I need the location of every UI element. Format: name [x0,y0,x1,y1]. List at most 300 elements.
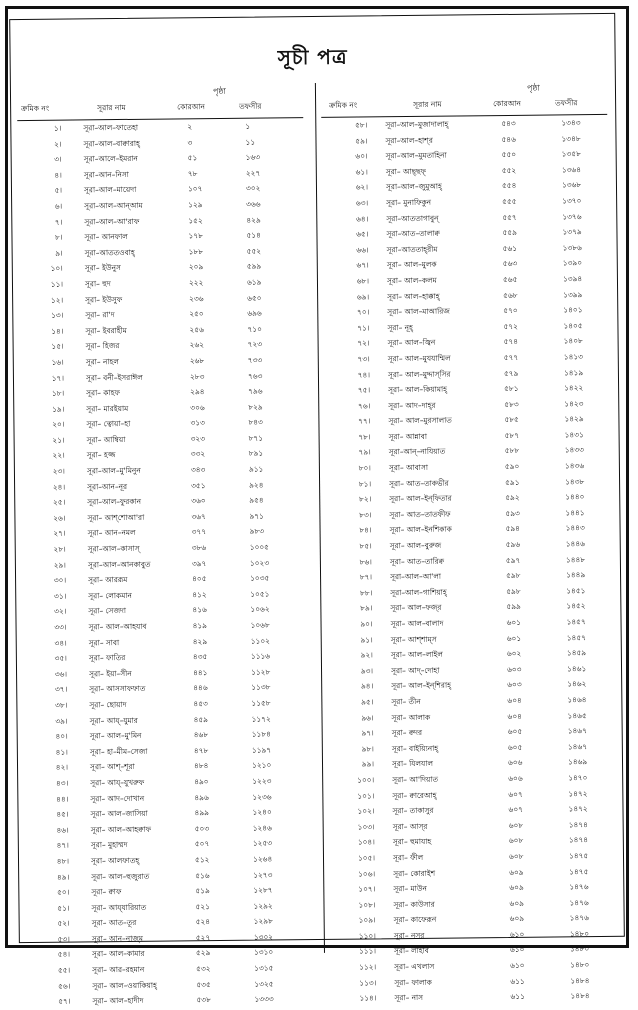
tafsir-page: ১৪৬৫ [567,710,587,720]
serial-number: ৩। [54,154,62,164]
tafsir-page: ৮৯১ [248,449,264,459]
surah-name: সূরা– সাবা [88,637,120,647]
serial-number: ৪৭। [56,840,69,851]
tafsir-page: ১৪৩১ [564,430,584,440]
serial-number: ৯৪। [360,681,374,691]
surah-name: সূরা– আল–হাদীদ [92,996,144,1006]
serial-number: ৭৫। [357,385,371,395]
serial-number: ১। [53,123,62,133]
surah-name: সূরা– আল–মুলক [386,260,437,270]
tafsir-page: ১৪৬৯ [567,757,588,767]
serial-number: ৭২। [357,338,370,348]
serial-number: ৮৭। [359,572,373,582]
surah-name: সূরা– আল–কিয়ামাহ্ [388,384,448,395]
tafsir-page: ১৪৭৫ [568,851,589,861]
surah-name: সূরা– আল–মুযযাম্মিল [387,353,451,364]
tafsir-page: ১১ [245,137,256,147]
tafsir-page: ১৪২২ [564,383,584,393]
serial-number: ১০২। [357,806,375,816]
surah-name: সূরা– ছোয়াদ [89,699,127,710]
tafsir-page: ৪২৯ [246,215,261,225]
tafsir-page: ১৪৮০ [570,960,590,970]
tafsir-page: ১৪৪১ [565,508,585,518]
surah-name: সূরা– সেজদা [88,606,127,616]
quran-page: ৬১১ [510,976,525,986]
tafsir-page: ১১০২ [250,636,270,646]
serial-number: ৮৯। [360,603,373,613]
index-row [26,991,312,1010]
tafsir-page: ১১১৬ [250,651,271,661]
tafsir-page: ১৪১৯ [563,367,584,377]
surah-name: সূরা– ফীল [392,852,424,863]
tafsir-page: ১৪৭৬ [569,913,589,923]
tafsir-page: ১৪৬১ [566,663,587,674]
quran-page: ৫৫৫ [502,196,517,206]
quran-page: ৬০৭ [508,804,523,815]
quran-page: ২৮৩ [189,371,205,381]
tafsir-page: ১৪০৫ [563,320,583,331]
quran-page: ৫৯০ [504,461,520,472]
tafsir-page: ১৪৬৭ [567,741,588,752]
surah-name: সূরা– আল–বুরুজ [389,540,442,551]
surah-name: সূরা– আল–জাসিয়া [90,808,148,819]
quran-page: ৪৫৯ [193,714,208,724]
quran-page: ৫৫৪ [501,181,517,191]
quran-page: ৫৫২ [501,165,517,175]
quran-page: ৫৭০ [503,305,518,316]
serial-number: ২০। [52,419,65,430]
surah-name: সূরা–আন–নিসা [83,169,129,180]
serial-number: ১০১। [357,790,375,801]
quran-page: ৬০৪ [507,695,522,705]
surah-name: সূরা– আদ্‌–দোহা [390,665,440,675]
tafsir-page: ১২৭৩ [253,869,273,880]
surah-name: সূরা– আল–মুরসালাত [388,415,452,426]
quran-page: ৫৬১ [502,243,518,253]
quran-page: ৫৯৮ [506,586,521,596]
serial-number: ৩২। [54,607,67,617]
serial-number: ৪৯। [56,872,70,882]
tafsir-page: ১০৫১ [250,589,270,599]
surah-name: সূরা– আল–হাক্কাহ্ [387,291,440,301]
tafsir-page: ৬১৯ [246,277,262,287]
surah-name: সূরা– নাহল [85,356,119,367]
quran-page: ৬০৮ [508,836,524,846]
quran-page: ৫৩২ [196,964,211,974]
quran-page: ৬০১ [506,617,522,627]
quran-page: ৫২১ [195,901,210,911]
tafsir-page: ১০৬৮ [250,620,270,630]
surah-name: সূরা–আত–তালাক্ব [386,228,440,239]
tafsir-page: ১৪৪৯ [566,570,586,580]
tafsir-page: ১৪৬৪ [567,695,587,705]
surah-name: সূরা– ক্বারেআহ্ [392,790,437,800]
serial-number: ৪৮। [56,856,70,866]
surah-name: সূরা– আছ্‌ছফ্‌ [385,166,426,177]
tafsir-page: ১৩৯৯ [563,289,583,299]
surah-name: সূরা– কোরাইশ [393,868,436,878]
serial-number: ১৯। [52,404,65,414]
surah-name: সূরা–আল–মু'মিনুন [86,465,141,476]
serial-number: ৫০। [57,887,70,897]
surah-name: সূরা– ইউনুস [84,263,121,273]
serial-number: ৮২। [358,494,372,504]
serial-number: ৭৮। [358,432,371,442]
tafsir-page: ১২৬৪ [252,854,273,864]
serial-number: ৮১। [358,479,372,489]
tafsir-page: ১৩৯৪ [562,274,583,284]
serial-number: ৫৪। [57,950,71,960]
tafsir-page: ১২৩৬ [252,791,272,802]
index-column-left [17,81,313,1010]
serial-number: ৮৪। [359,525,372,535]
tafsir-page: ১৪৩৬ [564,461,585,471]
quran-page: ৩২৩ [190,434,206,444]
serial-number: ১৮। [51,388,65,398]
serial-number: ৫৩। [57,934,70,944]
serial-number: ৩৫। [54,653,67,663]
serial-number: ৬৭। [356,260,369,270]
serial-number: ৭৭। [358,416,371,426]
serial-number: ৫। [54,185,63,196]
tafsir-page: ১৪২৯ [564,414,584,424]
surah-name: সূরা–আল–গাশিয়াহ্ [390,587,447,598]
tafsir-page: ৩০২ [245,183,261,194]
surah-name: সূরা– রা'দ [85,310,115,320]
tafsir-page: ১১৩৮ [251,682,271,693]
serial-number: ৯৩। [360,666,374,676]
surah-name: সূরা–আল–আন্‌আম [84,200,143,211]
index-row [330,988,616,1007]
quran-page: ১০৭ [187,184,203,194]
serial-number: ১০৫। [357,853,376,863]
quran-page: ৬০৬ [508,773,523,783]
tafsir-page: ১৪৭২ [568,804,588,814]
serial-number: ৬১। [355,167,368,177]
quran-page: ৬০৮ [508,820,524,830]
quran-page: ৬১০ [510,960,525,971]
surah-name: সূরা– তীন [391,696,421,707]
quran-page: ১৫২ [188,215,203,225]
quran-page: ৫১৬ [195,870,210,880]
surah-name: সূরা– কাউসার [393,899,435,909]
tafsir-page: ২২৭ [245,168,261,178]
serial-number: ৫৯। [355,136,368,146]
quran-page: ৫৭৪ [503,337,519,347]
quran-page: ৬০৩ [506,664,522,674]
tafsir-page: ১২৯২ [253,901,273,911]
surah-name: সূরা– আত–তাকভীর [389,478,449,488]
tafsir-page: ১৪৭৬ [569,882,589,892]
quran-page: ৫৬৮ [503,290,518,300]
surah-name: সূরা– আল–বালাদ [390,618,444,629]
serial-number: ৬২। [355,182,369,192]
surah-name: সূরা– মুনাফিকুন [386,197,432,208]
quran-page: ৫৮৭ [504,430,520,440]
serial-number: ৭৪। [357,369,370,380]
quran-page: ৫১৯ [195,886,210,896]
tafsir-page: ৯৮৩ [249,526,265,537]
serial-number: ১০। [50,263,63,274]
tafsir-page: ১০৩৫ [250,573,270,583]
serial-number: ২৫। [52,497,66,507]
surah-name: সূরা– আস্‌র [392,821,428,831]
surah-name: সূরা– লোকমান [88,590,132,601]
quran-page: ৫১২ [194,855,210,865]
quran-page: ৫৭২ [503,321,518,331]
serial-number: ১০৪। [357,837,375,847]
quran-page: ৬০১ [506,633,522,643]
serial-number: ১২। [50,295,64,305]
serial-number: ৫৬। [58,981,71,991]
surah-name: সূরা– আদ–দাহ্‌র [388,400,436,410]
tafsir-page: ১৪৮০ [569,929,590,939]
quran-page: ১৮৮ [188,246,204,257]
surah-name: সূরা– হুমাযাহ [392,837,432,847]
serial-number: ৪১। [55,747,68,757]
serial-number: ৯০। [360,619,373,629]
quran-page: ৬০৯ [509,898,524,908]
serial-number: ৬৯। [356,291,370,302]
tafsir-page: ১১২৮ [251,667,271,677]
surah-name: সূরা– আল–ফজ্‌র [390,603,442,613]
surah-name: সূরা– বাইয়্যিনাহ্ [391,743,439,753]
serial-number: ৮৮। [359,588,373,598]
surah-name: সূরা– আয্‌যারিয়াত [91,902,147,913]
serial-number: ১০৭। [358,884,376,894]
quran-page: ৪১৬ [192,605,207,615]
surah-name: সূরা– হা–মীম–সেজা [89,746,148,757]
serial-number: ৪২। [55,762,69,773]
surah-name: সূরা– হুদ [84,279,111,289]
surah-name: সূরা– নূহ্ [387,322,413,332]
serial-number: ১১০। [358,931,376,941]
tafsir-page: ৮৪৩ [248,417,263,427]
quran-page: ৪৫৩ [193,699,208,709]
serial-number: ৭৯। [358,447,371,458]
tafsir-page: ৯৭১ [249,511,264,521]
tafsir-page: ১৪৭২ [568,788,588,798]
quran-page: ৬০২ [506,649,522,659]
surah-name: সূরা– আন–নাজ্‌ম [91,933,144,944]
serial-number: ৫৮। [355,120,368,130]
column-header-left [17,81,303,121]
page-label: পৃষ্ঠা [212,86,226,97]
quran-page: ৬১০ [509,929,525,939]
tafsir-page: ১২৫৩ [252,838,273,848]
surah-name: সূরা– আল–লাইল [390,649,443,660]
serial-number: ৮৩। [359,510,372,520]
surah-name: সূরা– আল–আহক্বাফ [90,824,152,835]
surah-name: সূরা–আততওবাহ্ [84,247,135,258]
tafsir-page: ১৩২৫ [254,979,274,989]
tafsir-page: ১২৮৭ [253,885,273,895]
quran-page: ৫৮৮ [504,446,520,456]
tafsir-page: ১০২৩ [249,558,270,568]
page-label: পৃষ্ঠা [526,83,540,93]
quran-page: ৫৯৪ [505,524,521,534]
serial-header: ক্রমিক নং [21,103,50,114]
quran-page: ২৫০ [189,309,204,319]
quran-page: ৪৪১ [193,667,208,678]
surah-name: সূরা– আলাক [391,712,431,722]
surah-name: সূরা–আল–ফাতেহা [83,122,139,133]
quran-page: ৪৭৮ [193,745,209,756]
tafsir-page: ১১৭২ [251,714,271,724]
quran-page: ৬০৩ [507,680,522,690]
tafsir-page: ১৪৫৯ [566,648,587,658]
surah-name: সূরা– হিজর [85,341,120,351]
surah-name: সূরা– আর–রহমান [92,964,145,975]
tafsir-page: ১৩৬৪ [561,164,582,175]
serial-number: ৬৪। [356,213,369,224]
tafsir-page: ১৪১৩ [563,352,584,362]
serial-number: ৮৫। [359,541,372,551]
tafsir-page: ৮৭১ [248,433,264,443]
tafsir-page: ১০৬২ [250,604,270,615]
quran-page: ৪৯০ [194,777,209,787]
surah-name: সূরা–আততাহ্‌রীম [386,244,438,254]
quran-page: ৪৯৯ [194,808,209,818]
serial-number: ১৬। [51,357,64,367]
serial-number: ১০৩। [357,822,375,832]
quran-page: ৫০৩ [194,823,210,833]
quran-page: ৪৯৬ [194,792,209,802]
serial-number: ১০৯। [358,915,376,925]
index-rows-right [321,115,616,1007]
serial-number: ৩১। [53,591,67,601]
surah-name: সূরা– ক্বদর [391,728,423,738]
serial-number: ২৪। [52,482,66,492]
tafsir-page: ৫৫২ [246,246,262,256]
tafsir-page: ১৪৮০ [569,944,590,954]
serial-number: ৮০। [358,463,371,473]
surah-name: সূরা– ইয়া–সীন [89,668,132,679]
serial-number: ৪। [54,170,62,180]
serial-number: ৯৫। [361,697,374,707]
tafsir-page: ১৩৭৯ [562,227,582,237]
quran-page: ৩৪৩ [190,465,206,475]
surah-name: সূরা– হজ্জ [86,450,116,460]
tafsir-page: ১৩৭৬ [562,211,582,221]
serial-number: ৯৯। [361,759,375,769]
serial-number: ২৮। [53,544,66,554]
serial-number: ৯। [55,248,63,258]
surah-name: সূরা–আল–মুমতাহিনা [385,150,447,161]
serial-number: ৭৩। [357,354,370,364]
serial-number: ১৩। [51,310,64,320]
quran-page: ৫৩৮ [196,995,211,1005]
tafsir-page: ৬৯৬ [247,308,262,318]
surah-name: সূরা– আররূম [88,575,128,585]
tafsir-page: ১৪৫২ [566,601,586,611]
serial-number: ৮৬। [359,557,372,567]
page-border-inner [9,13,625,1006]
tafsir-page: ১৪৭৪ [568,835,589,845]
quran-page: ৫৪৩ [501,118,516,129]
quran-page: ৪১২ [192,589,207,600]
quran-page: ৩৩২ [190,449,206,459]
serial-number: ৯২। [360,650,373,660]
quran-page: ৫৪৬ [501,134,516,144]
surah-name: সূরা–আন্‌–নাযিয়াত [388,447,446,457]
tafsir-page: ১২৪০ [252,807,272,817]
serial-number: ৭০। [356,307,370,317]
tafsir-page: ১৪৪৩ [565,523,585,533]
tafsir-page: ১৪৪৮ [565,554,586,564]
serial-number: ১৭। [51,373,65,383]
surah-name: সূরা–আল–ফুরকান [87,497,142,507]
quran-page: ৫৩৫ [196,979,211,989]
serial-number: ৩৭। [54,684,68,695]
surah-name: সূরা– আ'দিয়াত [392,774,439,785]
serial-number: ৫৫। [57,965,71,975]
surah-name: সূরা– আল–আহযাব [88,621,147,632]
serial-number: ২৯। [53,560,66,570]
surah-name: সূরা– ক্বাফ [91,887,122,897]
serial-number: ৬৬। [356,245,369,255]
quran-page: ৫০৭ [194,839,210,849]
quran-page: ২২২ [188,278,204,288]
quran-page: ৫৯২ [505,493,520,503]
tafsir-page: ১৪৪৬ [565,539,585,549]
quran-page: ৬০৮ [508,851,524,861]
index-column-right [321,78,617,1007]
serial-number: ৪৪। [56,794,69,804]
quran-page: ৫৭৯ [503,368,519,378]
serial-number: ১৪। [51,326,64,336]
quran-page: ৪০৫ [192,574,207,584]
surah-name: সূরা– আল–হুজুরাত [91,871,150,881]
tafsir-page: ১৪২৩ [564,398,584,409]
quran-page: ৫৫৭ [502,212,517,222]
serial-header: ক্রমিক নং [329,100,358,110]
serial-number: ৬০। [355,151,368,161]
quran-page: ৬০৪ [507,711,522,721]
serial-number: ১১২। [359,962,377,972]
tafsir-page: ৬৫০ [247,293,262,303]
tafsir-page: ১৩৮৬ [562,242,582,253]
surah-name: সূরা– ত্বোয়া–হা [86,419,131,429]
quran-page: ৫৬৩ [502,259,518,269]
serial-number: ৫২। [57,918,70,928]
surah-name: সূরা– নসর [393,930,425,941]
column-header-right [321,78,607,118]
quran-page: ৬০৫ [507,742,523,752]
surah-name: সূরা–আল–জুমুআহ্ [385,182,442,192]
tafsir-page: ১২১০ [251,760,272,771]
quran-page: ৪৪৬ [193,683,208,693]
quran-page: ৫১ [187,153,198,163]
serial-number: ২৩। [52,466,65,476]
serial-number: ৮। [54,232,63,242]
serial-number: ৪৬। [56,825,69,835]
surah-name: সূরা–আল–আ'লা [390,571,442,582]
quran-page: ৫৫০ [501,150,517,160]
serial-number: ১১৩। [359,978,377,988]
tafsir-page: ১ [245,121,251,131]
quran-page: ৫৯৩ [505,508,520,518]
surah-name: সূরা– আল–কামার [91,949,145,959]
surah-name-header: সূরার নাম [413,99,442,109]
quran-page: ৫৬৫ [502,274,518,284]
serial-number: ১৫। [51,341,64,352]
quran-page: ৩০৬ [190,402,205,412]
quran-header: কোরআন [493,98,521,109]
quran-page: ৩৮৬ [191,543,207,553]
tafsir-page: ১৪৭০ [568,773,588,783]
tafsir-page: ১৩৫৮ [561,149,581,159]
